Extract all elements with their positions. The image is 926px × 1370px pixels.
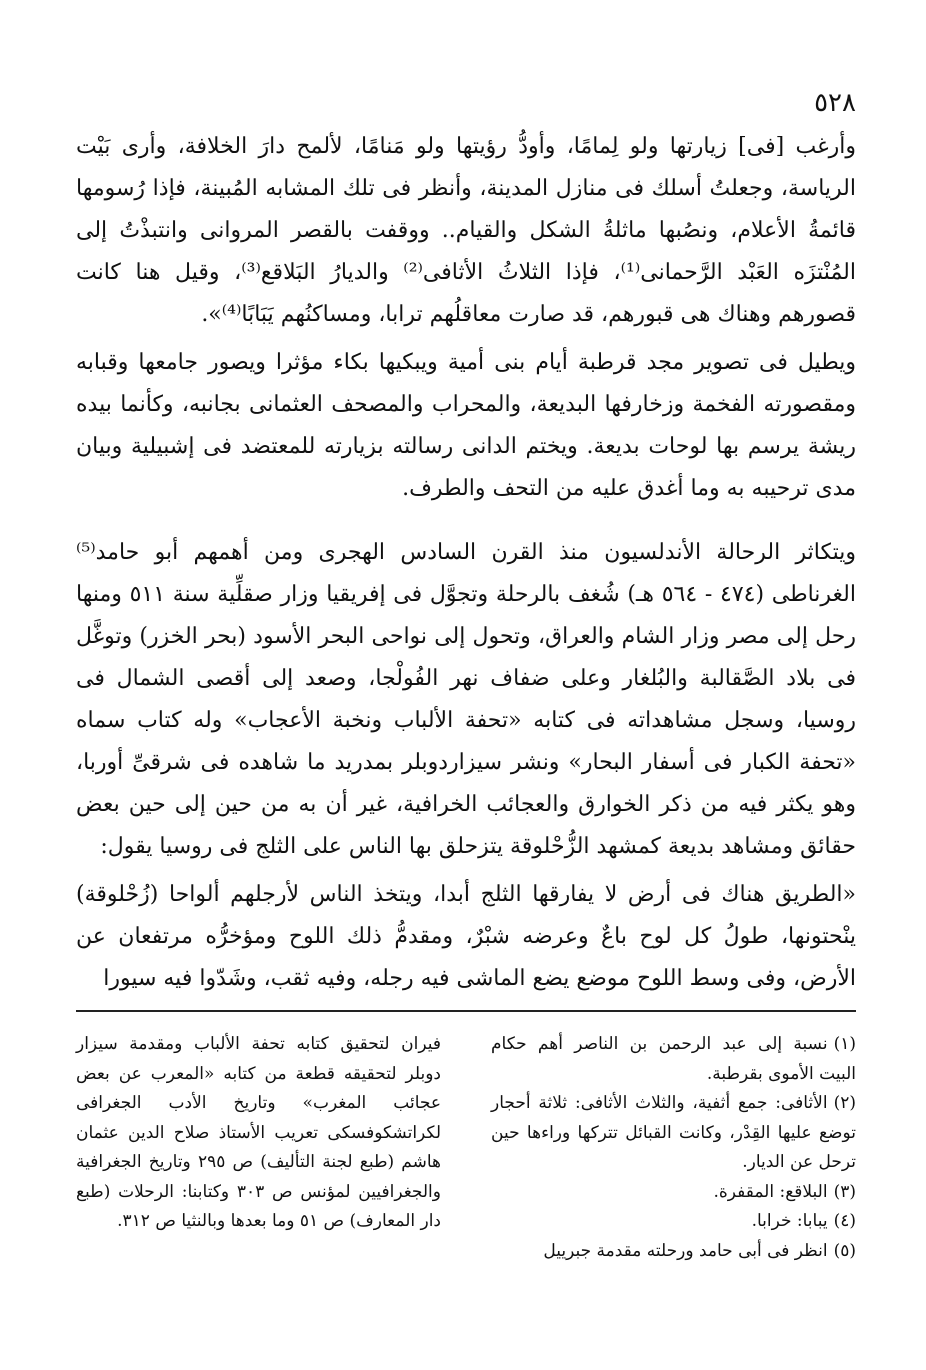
footnote-3 bbox=[491, 1178, 856, 1208]
page-number: ٥٢٨ bbox=[814, 88, 856, 118]
footnote-5-continued: فيران لتحقيق كتابه تحفة الألباب ومقدمة سيزار دوبلر لتحقيقه قطعة من كتابه «المعرب عن بعض عجائب المغرب» وتاريخ الأدب الجغرافى لكراتشكوفسكى تعريب الأستاذ صلاح الدين عثمان هاشم (طبع لجنة التأليف) ص ٢٩٥ وتاريخ الجغرافية والجغرافيين لمؤنس ص ٣٠٣ وكتابنا: الرحلات (طبع دار المعارف) ص ٥١ وما بعدها وبالنثيا ص ٣١٢. bbox=[76, 1034, 441, 1231]
footnote-divider bbox=[76, 1010, 856, 1012]
footnote-number: (٤) bbox=[833, 1211, 856, 1231]
footnote-number: (٣) bbox=[833, 1181, 856, 1202]
footnote-number: (٥) bbox=[833, 1240, 856, 1261]
footnote-number: (١) bbox=[833, 1034, 856, 1054]
paragraph-abu-hamid: ويتكاثر الرحالة الأندلسيون منذ القرن السادس الهجرى ومن أهمهم أبو حامد⁽⁵⁾ الغرناطى (٤٧٤ - ٥٦٤ هـ) شُغف بالرحلة وتجوَّل فى إفريقيا وزار صقلِّية سنة ٥١١ ومنها رحل إلى مصر وزار الشام والعراق، وتحول إلى نواحى البحر الأسود (بحر الخزر) وتوغَّل فى بلاد الصَّقالبة والبُلغار وعلى ضفاف نهر الفُولْجا، وصعد إلى أقصى الشمال فى روسيا، وسجل مشاهداته فى كتابه «تحفة الألباب ونخبة الأعجاب» وله كتاب سماه «تحفة الكبار فى أسفار البحار» ونشر سيزاردوبلر بمدريد ما شاهده فى شرقىِّ أوربا، وهو يكثر فيه من ذكر الخوارق والعجائب الخرافية، غير أن به من حين إلى حين بعض حقائق ومشاهد بديعة كمشهد الزُّحْلوقة يتزحلق بها الناس على الثلج فى روسيا يقول: bbox=[76, 540, 856, 859]
footnote-5 bbox=[491, 1237, 856, 1267]
footnote-text: نسبة إلى عبد الرحمن بن الناصر أهم حكام البيت الأموى بقرطبة. bbox=[491, 1034, 856, 1084]
footnotes-left-column bbox=[76, 1030, 441, 1266]
footnote-text: البلاقع: المقفرة. bbox=[713, 1181, 828, 1202]
main-text bbox=[76, 126, 856, 1000]
paragraph-quote-cordoba: وأرغب [فى] زيارتها ولو لِمامًا، وأودُّ رؤيتها ولو مَنامًا، لألمح دارَ الخلافة، وأرى بَيْت الرياسة، وجعلتُ أسلك فى منازل المدينة، وأنظر فى تلك المشابه المُبينة، فإذا رُسومها قائمةُ الأعلام، ونصُبها ماثلةُ الشكل والقيام.. ووقفت بالقصر المروانى وانتبذْتُ إلى المُنْتزَه العَبْد الرَّحمانى⁽¹⁾، فإذا الثلاثُ الأثافى⁽²⁾ والديارُ البَلاقع⁽³⁾، وقيل هنا كانت قصورهم وهناك هى قبورهم، قد صارت معاقلُهم ترابا، ومساكنُهم يَبَابًا⁽⁴⁾». bbox=[76, 134, 856, 327]
footnote-text: انظر فى أبى حامد ورحلته مقدمة جبرييل bbox=[543, 1240, 828, 1261]
footnote-text: يبابا: خرابا. bbox=[751, 1211, 828, 1231]
paragraph-gap bbox=[76, 510, 856, 532]
footnote-number: (٢) bbox=[833, 1093, 856, 1113]
paragraph-quote-sledge: «الطريق هناك فى أرض لا يفارقها الثلج أبدا، ويتخذ الناس لأرجلهم ألواحا (زُحْلوقة) ينْحتونها، طولُ كل لوح باعٌ وعرضه شبْرٌ، ومقدمُّ ذلك اللوح ومؤخرُّه مرتفعان عن الأرض، وفى وسط اللوح موضع يضع الماشى فيه رجله، وفيه ثقب، وشَدّوا فيه سيورا bbox=[76, 882, 856, 991]
footnotes bbox=[76, 1030, 856, 1266]
paragraph-cordoba-description: ويطيل فى تصوير مجد قرطبة أيام بنى أمية ويبكيها بكاء مؤثرا ويصور جامعها وقبابه ومقصورته الفخمة وزخارفها البديعة، والمحراب والمصحف العثمانى بجانبه، وكأنما بيده ريشة يرسم بها لوحات بديعة. ويختم الدانى رسالته بزيارته للمعتضد فى إشبيلية وبيان مدى ترحيبه به وما أغدق عليه من التحف والطرف. bbox=[76, 350, 856, 501]
footnote-1 bbox=[491, 1030, 856, 1089]
footnote-4 bbox=[491, 1207, 856, 1237]
footnotes-right-column bbox=[491, 1030, 856, 1266]
footnote-2 bbox=[491, 1089, 856, 1178]
footnote-text: الأثافى: جمع أثفية، والثلاث الأثافى: ثلاثة أحجار توضع عليها القِدْر، وكانت القبائل تتركها وراءها حين ترحل عن الديار. bbox=[491, 1093, 856, 1172]
